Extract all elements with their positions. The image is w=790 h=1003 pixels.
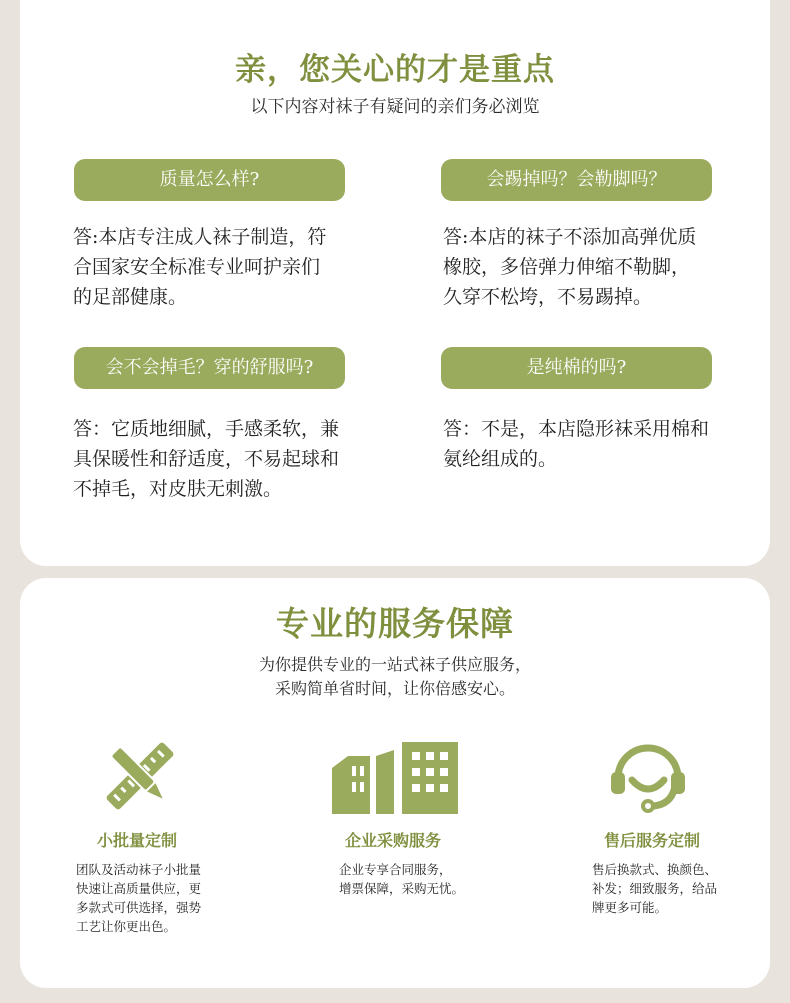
buildings-icon <box>330 738 460 814</box>
faq-card <box>20 0 770 566</box>
faq-question-slip: 会踢掉吗？会勒脚吗？ <box>441 159 712 201</box>
service-item-desc: 企业专享合同服务， 增票保障，采购无忧。 <box>339 862 465 896</box>
faq-question-lint: 会不会掉毛？穿的舒服吗? <box>74 347 345 389</box>
service-title: 专业的服务保障 <box>276 604 514 643</box>
faq-question-quality: 质量怎么样? <box>74 159 345 201</box>
faq-answer-lint: 答：它质地细腻，手感柔软，兼 具保暖性和舒适度，不易起球和 不掉毛，对皮肤无刺激。 <box>73 418 340 500</box>
faq-question-cotton: 是纯棉的吗? <box>441 347 712 389</box>
pencil-ruler-icon <box>102 738 178 814</box>
service-item-desc: 售后换款式、换颜色、 补发；细致服务，给品 牌更多可能。 <box>592 862 718 915</box>
service-item-desc: 团队及活动袜子小批量 快速让高质量供应，更 多款式可供选择，强势 工艺让你更出色。 <box>76 862 202 934</box>
faq-answer-slip: 答:本店的袜子不添加高弹优质 橡胶，多倍弹力伸缩不勒脚， 久穿不松垮，不易踢掉。 <box>443 226 697 308</box>
faq-answer-cotton: 答：不是，本店隐形袜采用棉和 氨纶组成的。 <box>443 418 710 470</box>
service-item-title: 企业采购服务 <box>345 831 442 850</box>
faq-answer-quality: 答:本店专注成人袜子制造，符 合国家安全标准专业呵护亲们 的足部健康。 <box>73 226 327 308</box>
service-item-title: 售后服务定制 <box>604 831 701 850</box>
faq-title: 亲，您关心的才是重点 <box>235 52 555 88</box>
service-subtitle-line1: 为你提供专业的一站式袜子供应服务， <box>258 655 531 674</box>
headset-icon <box>608 738 688 814</box>
service-card <box>20 578 770 988</box>
service-subtitle-line2: 采购简单省时间，让你倍感安心。 <box>274 679 515 698</box>
service-item-title: 小批量定制 <box>97 831 178 850</box>
faq-subtitle: 以下内容对袜子有疑问的亲们务必浏览 <box>250 97 540 117</box>
